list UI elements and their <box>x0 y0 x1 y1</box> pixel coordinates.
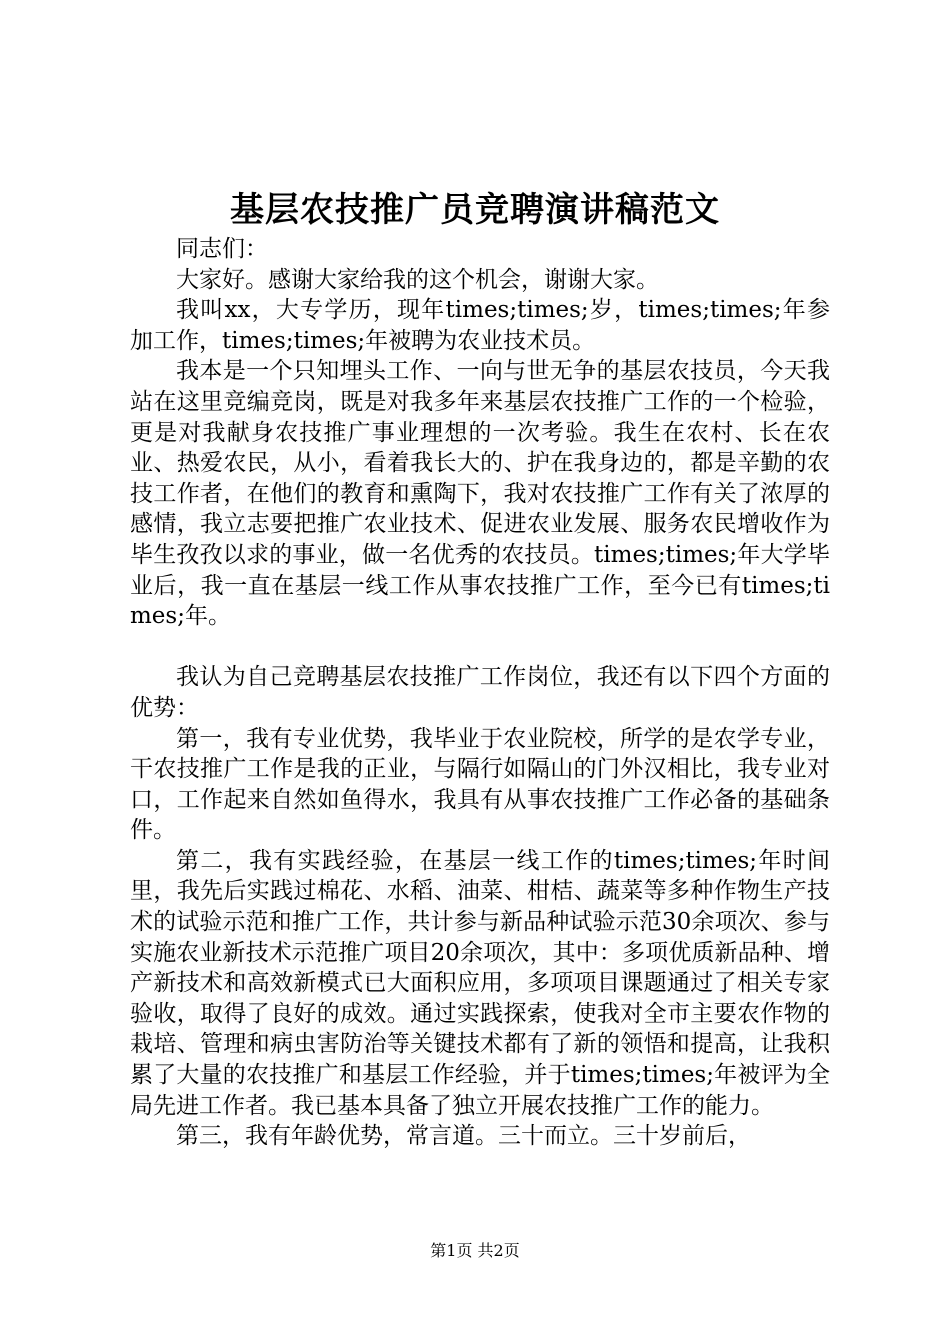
paragraph-introduction: 我叫xx，大专学历，现年times;times;岁，times;times;年参加工作，times;times;年被聘为农业技术员。 <box>130 297 830 354</box>
paragraph-background: 我本是一个只知埋头工作、一向与世无争的基层农技员，今天我站在这里竞编竞岗，既是对我多年来基层农技推广工作的一个检验，更是对我献身农技推广事业理想的一次考验。我生在农村、长在农业、热爱农民，从小，看着我长大的、护在我身边的，都是辛勤的农技工作者，在他们的教育和熏陶下，我对农技推广工作有关了浓厚的感情，我立志要把推广农业技术、促进农业发展、服务农民增收作为毕生孜孜以求的事业，做一名优秀的农技员。times;times;年大学毕业后，我一直在基层一线工作从事农技推广工作，至今已有times;times;年。 <box>130 358 830 630</box>
paragraph-advantage-1: 第一，我有专业优势，我毕业于农业院校，所学的是农学专业，干农技推广工作是我的正业，与隔行如隔山的门外汉相比，我专业对口，工作起来自然如鱼得水，我具有从事农技推广工作必备的基础条件。 <box>130 725 830 844</box>
paragraph-advantage-2: 第二，我有实践经验，在基层一线工作的times;times;年时间里，我先后实践过棉花、水稻、油菜、柑桔、蔬菜等多种作物生产技术的试验示范和推广工作，共计参与新品种试验示范30余项次、参与实施农业新技术示范推广项目20余项次，其中：多项优质新品种、增产新技术和高效新模式已大面积应用，多项项目课题通过了相关专家验收，取得了良好的成效。通过实践探索，使我对全市主要农作物的栽培、管理和病虫害防治等关键技术都有了新的领悟和提高，让我积累了大量的农技推广和基层工作经验，并于times;times;年被评为全局先进工作者。我已基本具备了独立开展农技推广工作的能力。 <box>130 847 830 1119</box>
page-footer: 第1页 共2页 <box>430 1241 520 1260</box>
paragraph-greeting: 同志们： <box>176 236 268 262</box>
paragraph-advantage-3: 第三，我有年龄优势，常言道。三十而立。三十岁前后， <box>176 1123 751 1150</box>
document-body <box>130 234 830 1152</box>
document-title: 基层农技推广员竞聘演讲稿范文 <box>230 190 720 230</box>
paragraph-advantages-intro: 我认为自己竞聘基层农技推广工作岗位，我还有以下四个方面的优势： <box>130 664 830 721</box>
paragraph-thanks: 大家好。感谢大家给我的这个机会，谢谢大家。 <box>176 266 659 293</box>
